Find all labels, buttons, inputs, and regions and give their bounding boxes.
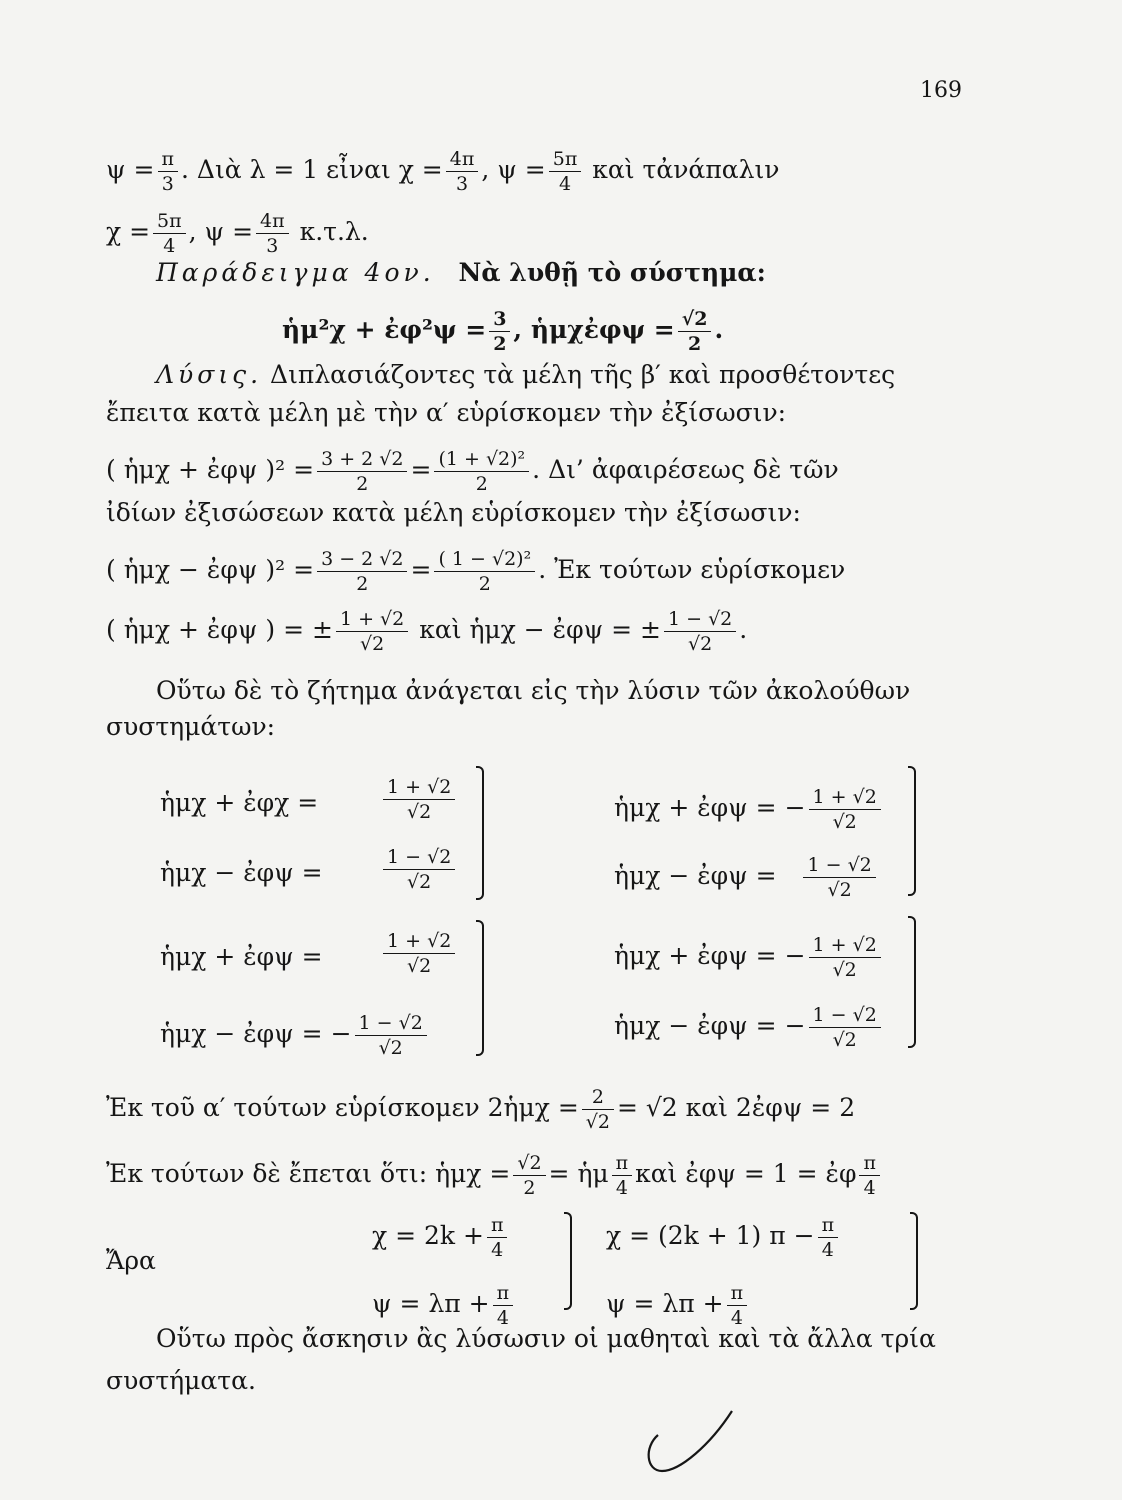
text: Ἐκ τούτων δὲ ἔπεται ὅτι: ἡμχ = — [106, 1159, 511, 1188]
fraction: $\frac{\text{(1 + √2)²}}{2}$ — [434, 448, 529, 495]
system-2-brace — [908, 766, 916, 896]
final-x-2: χ = (2k + 1) π − $\frac{\pi}{4}$ — [606, 1214, 841, 1261]
text: . — [739, 615, 748, 644]
fraction: $\frac{5\pi}{4}$ — [549, 148, 582, 195]
fraction: $\frac{√2}{2}$ — [678, 308, 712, 355]
solution-label: Λύσις. — [156, 360, 263, 389]
equation-2 — [106, 548, 845, 595]
text: = — [410, 455, 432, 484]
text: = — [410, 555, 432, 584]
solution-line-1 — [156, 360, 895, 390]
final-y-2: ψ = λπ + $\frac{\pi}{4}$ — [606, 1282, 750, 1329]
system-1-eq-b: ἡμχ − ἐφψ = — [160, 858, 323, 887]
final-y-1: ψ = λπ + $\frac{\pi}{4}$ — [372, 1282, 516, 1329]
system-1-brace — [476, 766, 484, 900]
fraction: $\frac{3 + 2 √2}{2}$ — [317, 448, 407, 495]
system-equation — [282, 308, 723, 355]
fraction: $\frac{2}{√2}$ — [582, 1086, 614, 1133]
ara-label: Ἄρα — [106, 1246, 156, 1275]
fraction: $\frac{3}{2}$ — [489, 308, 510, 355]
fraction: $\frac{1 - √2}{√2}$ — [664, 608, 736, 655]
text-line-3: ἰδίων ἐξισώσεων κατὰ μέλη εὑρίσκομεν τὴν ἐξίσωσιν: — [106, 498, 801, 527]
text: καὶ ἐφψ = 1 = ἐφ — [635, 1159, 857, 1188]
system-1-frac-a: $\frac{1 + √2}{√2}$ — [380, 776, 458, 823]
equation-3 — [106, 608, 747, 655]
text: καὶ τἀνάπαλιν — [592, 155, 780, 184]
text: = √2 καὶ 2ἐφψ = 2 — [616, 1093, 856, 1122]
fraction: $\frac{4\pi}{3}$ — [446, 148, 479, 195]
text: ( ἡμχ + ἐφψ )² = — [106, 455, 315, 484]
text: . — [714, 315, 724, 344]
system-4-eq-b: ἡμχ − ἐφψ = − $\frac{1 - √2}{√2}$ — [614, 1004, 884, 1051]
example-title: Παράδειγμα 4ον. — [156, 258, 435, 287]
fraction: $\frac{\pi}{4}$ — [612, 1152, 633, 1199]
system-2-eq-b: ἡμχ − ἐφψ = $\frac{1 - √2}{√2}$ — [614, 854, 879, 901]
text: ( ἡμχ + ἐφψ ) = ± — [106, 615, 333, 644]
handwritten-check-mark — [640, 1405, 740, 1485]
text: ( ἡμχ − ἐφψ )² = — [106, 555, 315, 584]
text: Ἐκ τοῦ α′ τούτων εὑρίσκομεν 2ἡμχ = — [106, 1093, 579, 1122]
text: χ = — [106, 217, 151, 246]
text: , ἡμχἐφψ = — [513, 315, 675, 344]
system-2-eq-a: ἡμχ + ἐφψ = − $\frac{1 + √2}{√2}$ — [614, 786, 884, 833]
fraction: $\frac{\pi}{3}$ — [158, 148, 179, 195]
final-brace-2 — [910, 1212, 918, 1310]
text: . Ἐκ τούτων εὑρίσκομεν — [538, 555, 846, 584]
solution-line-2: ἔπειτα κατὰ μέλη μὲ τὴν α′ εὑρίσκομεν τὴν ἐξίσωσιν: — [106, 398, 787, 427]
system-3-brace — [476, 920, 484, 1056]
example-task: Νὰ λυθῇ τὸ σύστημα: — [458, 258, 766, 287]
system-3-frac-a: $\frac{1 + √2}{√2}$ — [380, 930, 458, 977]
fraction: $\frac{1 + √2}{√2}$ — [336, 608, 408, 655]
text: = ἡμ — [548, 1159, 609, 1188]
fraction: $\frac{4\pi}{3}$ — [256, 210, 289, 257]
equation-1 — [106, 448, 839, 495]
text-line-5: συστημάτων: — [106, 712, 276, 741]
example-heading — [156, 258, 766, 288]
text: ψ = — [106, 155, 155, 184]
fraction: $\frac{√2}{2}$ — [513, 1152, 545, 1199]
equation-5 — [106, 1152, 883, 1199]
equation-4 — [106, 1086, 855, 1133]
text: . Δι’ ἀφαιρέσεως δὲ τῶν — [532, 455, 839, 484]
system-4-brace — [908, 916, 916, 1048]
text: , ψ = — [188, 217, 254, 246]
page-number: 169 — [920, 78, 962, 103]
fraction: $\frac{\pi}{4}$ — [859, 1152, 880, 1199]
system-1-frac-b: $\frac{1 - √2}{√2}$ — [380, 846, 458, 893]
system-1-eq-a: ἡμχ + ἐφχ = — [160, 788, 319, 817]
text-line-4: Οὕτω δὲ τὸ ζήτημα ἀνάγεται εἰς τὴν λύσιν τῶν ἀκολούθων — [156, 676, 911, 705]
text: . Διὰ λ = 1 εἶναι χ = — [181, 155, 443, 184]
text-line-6: Οὕτω πρὸς ἄσκησιν ἂς λύσωσιν οἱ μαθηταὶ καὶ τὰ ἄλλα τρία — [156, 1324, 936, 1353]
final-brace-1 — [564, 1212, 572, 1310]
text: καὶ ἡμχ − ἐφψ = ± — [419, 615, 661, 644]
text: ἡμ²χ + ἐφ²ψ = — [282, 315, 487, 344]
fraction: $\frac{\text{( 1 − √2)²}}{2}$ — [434, 548, 535, 595]
final-x-1: χ = 2k + $\frac{\pi}{4}$ — [372, 1214, 510, 1261]
text: κ.τ.λ. — [299, 217, 369, 246]
text-line-7: συστήματα. — [106, 1366, 256, 1395]
line-2 — [106, 210, 369, 257]
text: , ψ = — [481, 155, 546, 184]
text: Διπλασιάζοντες τὰ μέλη τῆς β′ καὶ προσθέτοντες — [270, 360, 896, 389]
fraction: $\frac{3 - 2 √2}{2}$ — [317, 548, 407, 595]
system-4-eq-a: ἡμχ + ἐφψ = − $\frac{1 + √2}{√2}$ — [614, 934, 884, 981]
line-1 — [106, 148, 779, 195]
system-3-eq-a: ἡμχ + ἐφψ = — [160, 942, 323, 971]
fraction: $\frac{5\pi}{4}$ — [153, 210, 186, 257]
system-3-eq-b: ἡμχ − ἐφψ = − $\frac{1 - √2}{√2}$ — [160, 1012, 430, 1059]
